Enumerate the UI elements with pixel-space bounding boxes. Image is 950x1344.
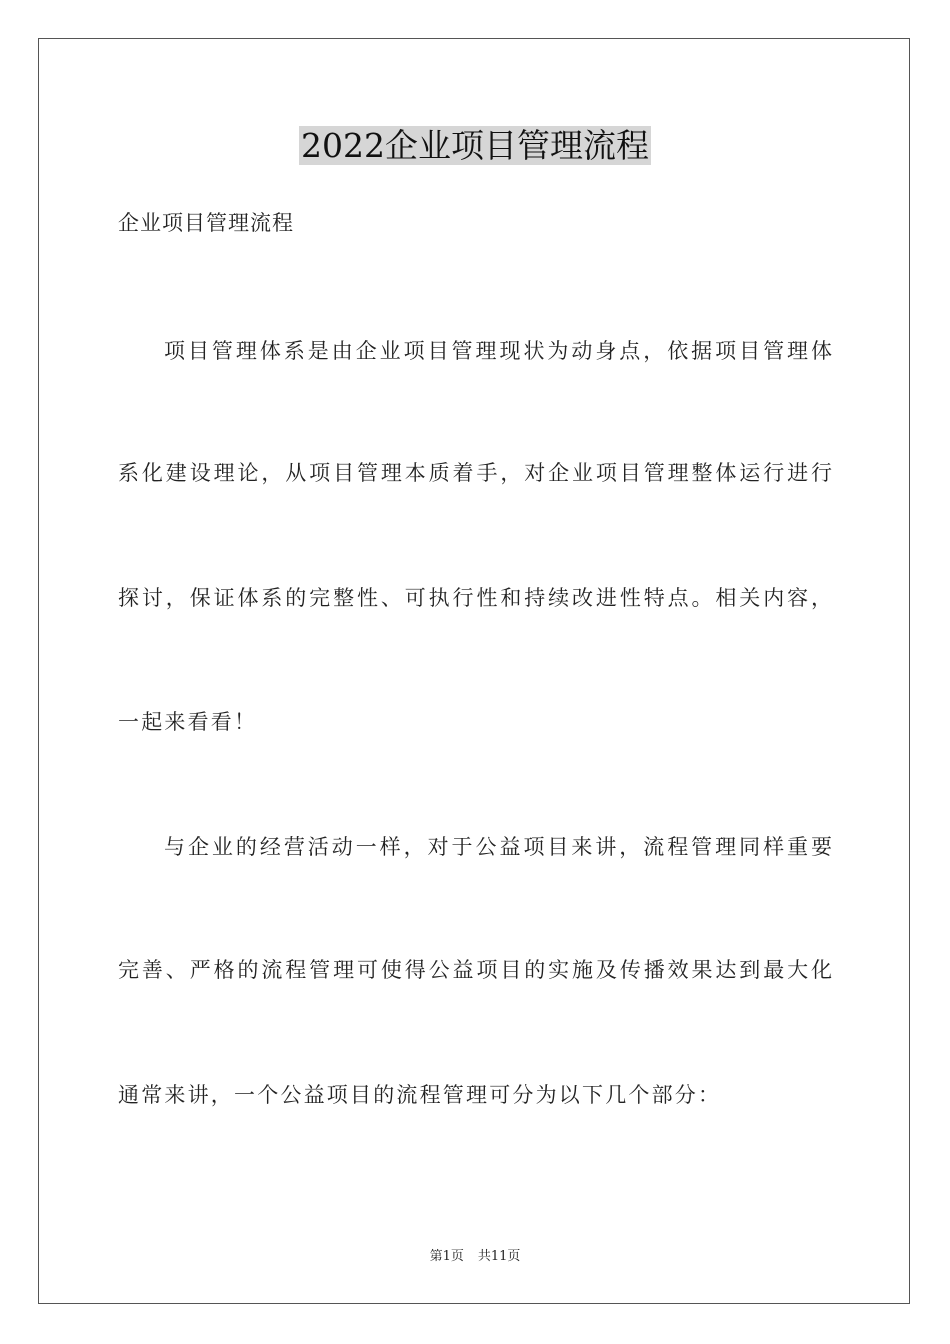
paragraph-2-line-3: 通常来讲，一个公益项目的流程管理可分为以下几个部分： bbox=[118, 1083, 722, 1107]
paragraph-1-line-1: 项目管理体系是由企业项目管理现状为动身点，依据项目管理体 bbox=[164, 339, 832, 363]
total-pages-label: 共11页 bbox=[477, 1249, 521, 1264]
paragraph-1-line-4: 一起来看看！ bbox=[118, 710, 258, 734]
paragraph-1-line-3: 探讨，保证体系的完整性、可执行性和持续改进性特点。相关内容， bbox=[118, 586, 832, 610]
paragraph-1-line-2: 系化建设理论，从项目管理本质着手，对企业项目管理整体运行进行 bbox=[118, 461, 832, 485]
paragraph-2-line-2: 完善、严格的流程管理可使得公益项目的实施及传播效果达到最大化 bbox=[118, 958, 832, 982]
document-subtitle: 企业项目管理流程 bbox=[118, 211, 294, 235]
document-title-text: 2022企业项目管理流程 bbox=[301, 126, 649, 165]
current-page-label: 第1页 bbox=[429, 1249, 464, 1264]
page-footer bbox=[0, 1248, 950, 1266]
document-title bbox=[0, 123, 950, 169]
paragraph-2-line-1: 与企业的经营活动一样，对于公益项目来讲，流程管理同样重要 bbox=[164, 835, 832, 859]
